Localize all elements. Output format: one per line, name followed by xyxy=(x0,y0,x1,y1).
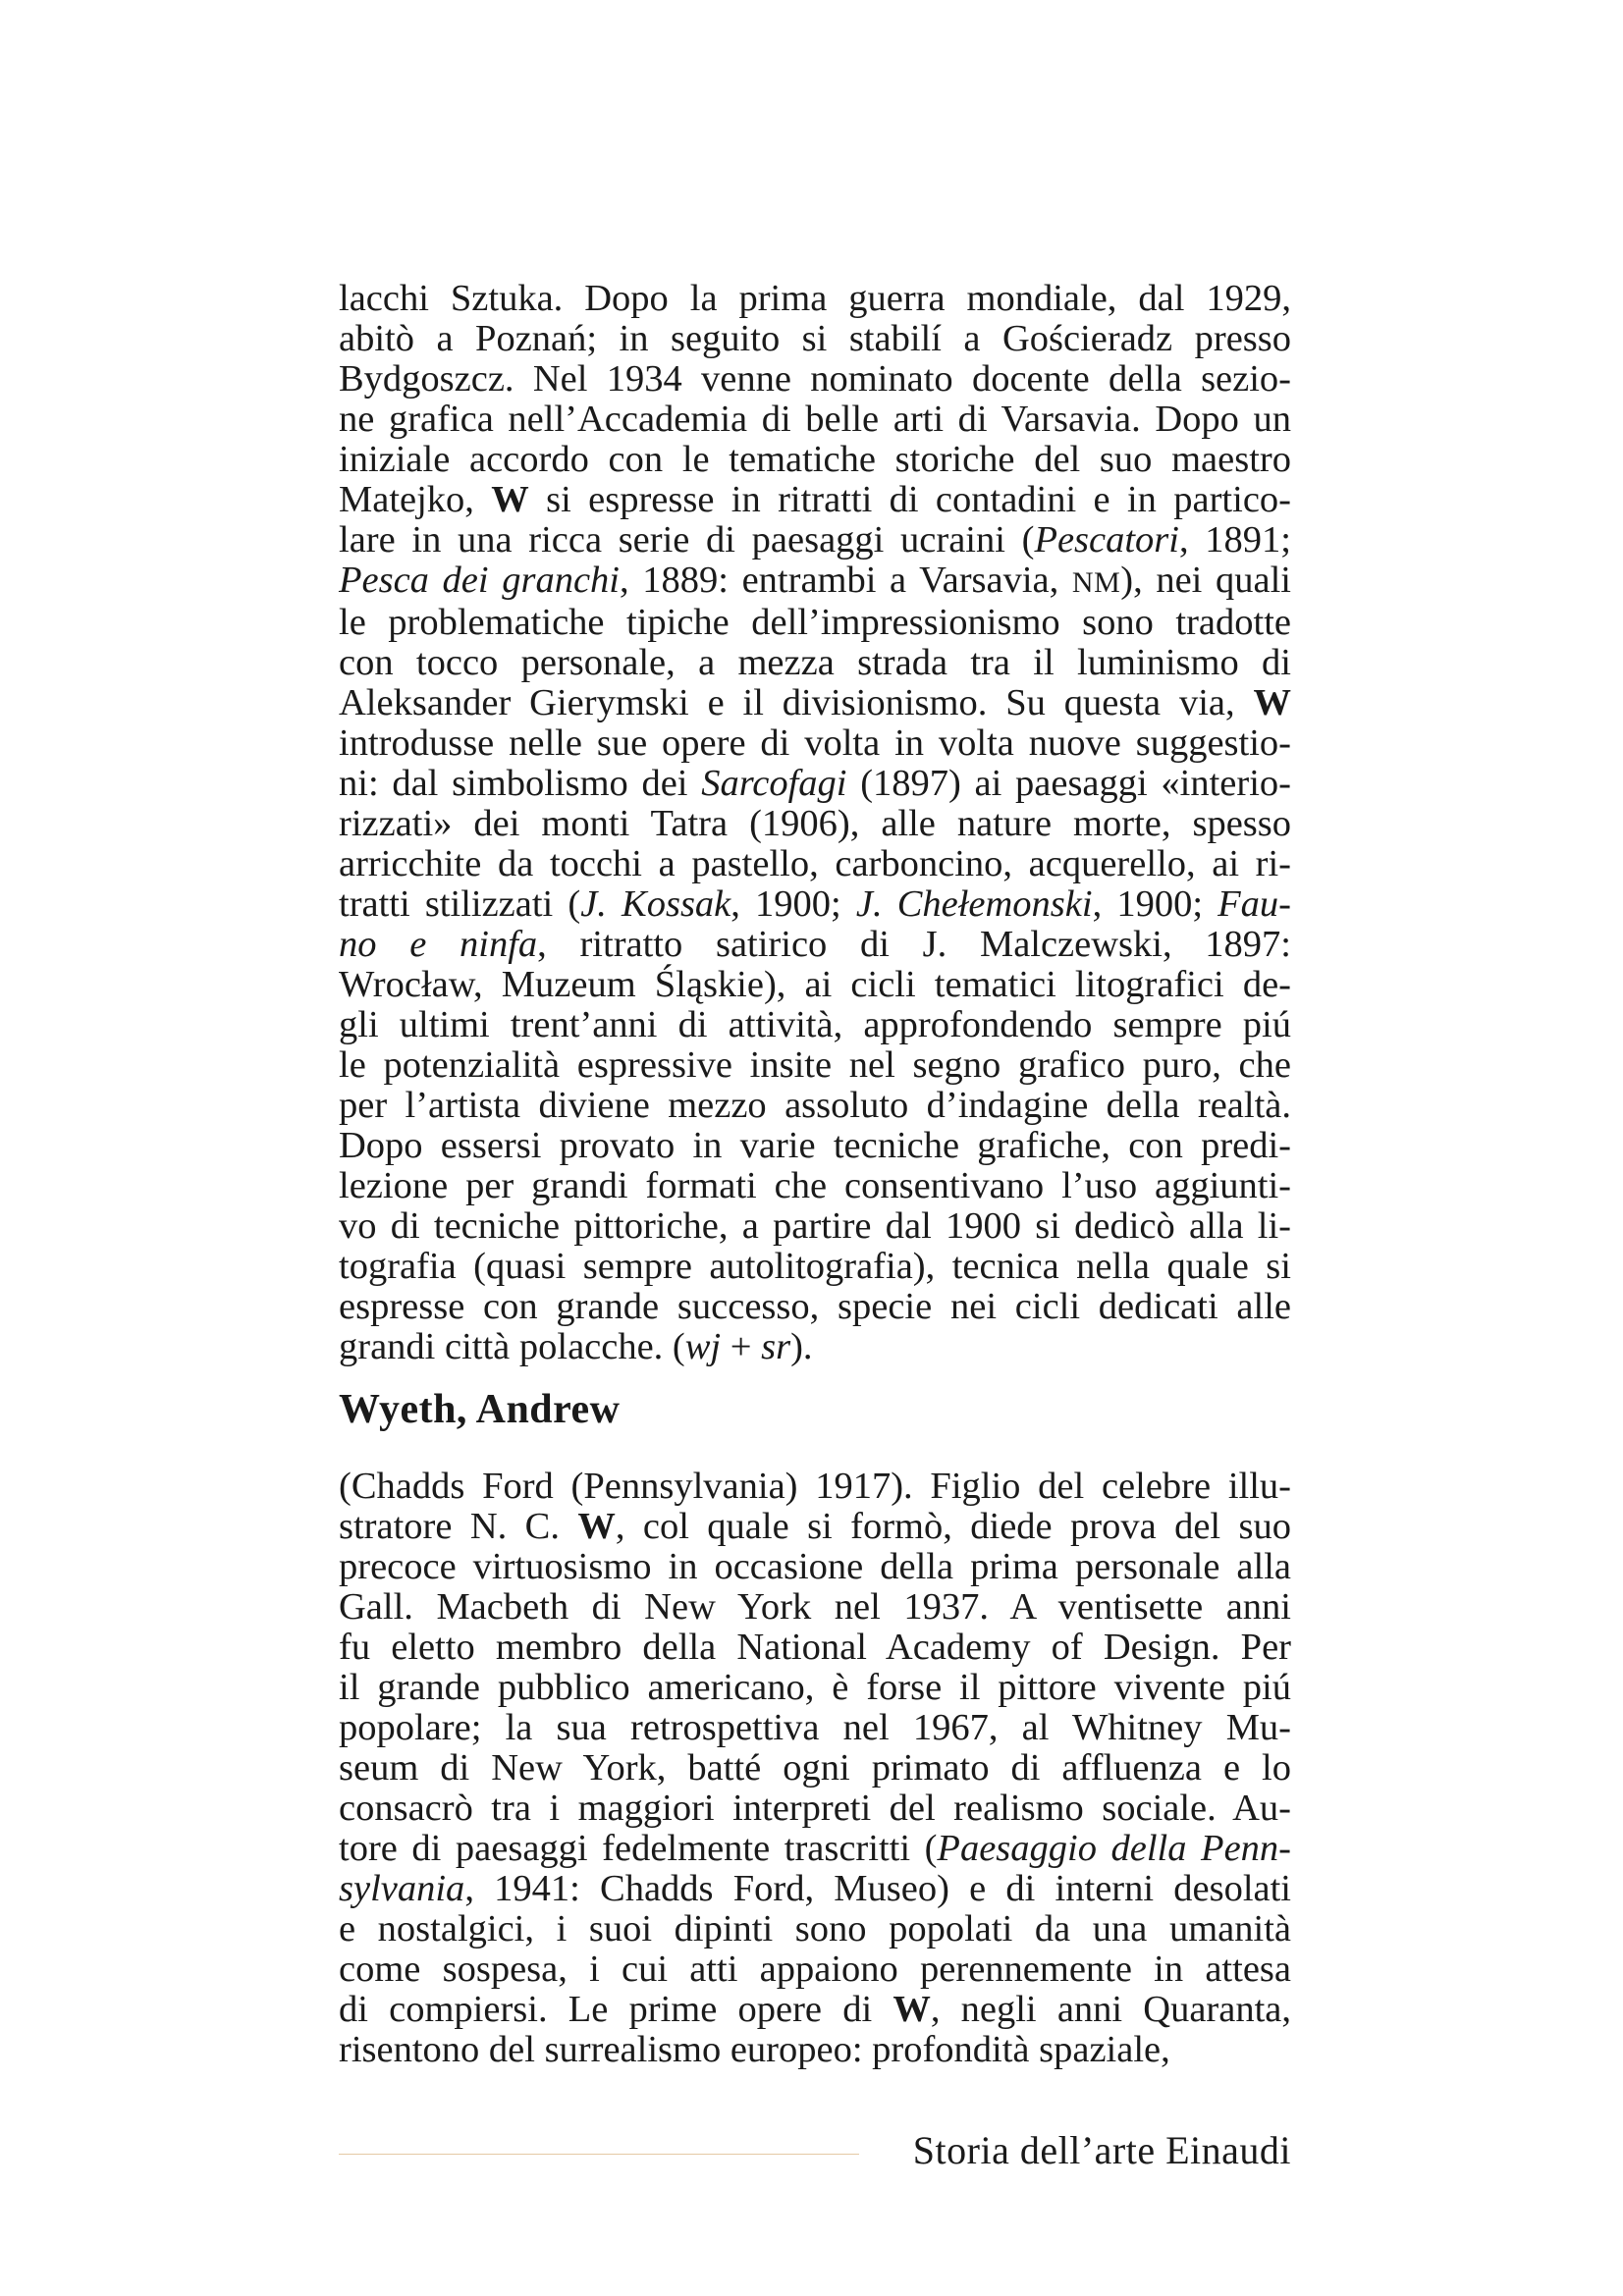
text-line: introdusse nelle sue opere di volta in volta nuove suggestio- xyxy=(339,722,1291,764)
text-line: e nostalgici, i suoi dipinti sono popolati da una umanità xyxy=(339,1908,1291,1949)
text-line: lacchi Sztuka. Dopo la prima guerra mondiale, dal 1929, xyxy=(339,278,1291,319)
text-line: arricchite da tocchi a pastello, carboncino, acquerello, ai ri- xyxy=(339,843,1291,884)
text-line: il grande pubblico americano, è forse il pittore vivente piú xyxy=(339,1667,1291,1708)
text-line: iniziale accordo con le tematiche storiche del suo maestro xyxy=(339,439,1291,480)
text-line: con tocco personale, a mezza strada tra il luminismo di xyxy=(339,642,1291,683)
text-line: risentono del surrealismo europeo: profondità spaziale, xyxy=(339,2029,1170,2070)
text-line: le potenzialità espressive insite nel segno grafico puro, che xyxy=(339,1044,1291,1086)
text-line: grandi città polacche. (wj + sr). xyxy=(339,1326,813,1367)
text-line: sylvania, 1941: Chadds Ford, Museo) e di interni desolati xyxy=(339,1868,1291,1909)
text-line: seum di New York, batté ogni primato di affluenza e lo xyxy=(339,1747,1291,1789)
text-line: Dopo essersi provato in varie tecniche grafiche, con predi- xyxy=(339,1125,1291,1166)
text-line: tore di paesaggi fedelmente trascritti (Paesaggio della Penn- xyxy=(339,1828,1291,1869)
text-line: tratti stilizzati (J. Kossak, 1900; J. Chełemonski, 1900; Fau- xyxy=(339,883,1291,925)
entry-body-continued xyxy=(339,279,1291,1367)
text-line: stratore N. C. W, col quale si formò, diede prova del suo xyxy=(339,1506,1291,1547)
text-line: vo di tecniche pittoriche, a partire dal 1900 si dedicò alla li- xyxy=(339,1205,1291,1247)
text-line: no e ninfa, ritratto satirico di J. Malczewski, 1897: xyxy=(339,924,1291,965)
text-line: gli ultimi trent’anni di attività, approfondendo sempre piú xyxy=(339,1004,1291,1045)
text-line: Aleksander Gierymski e il divisionismo. Su questa via, W xyxy=(339,682,1291,723)
text-line: lare in una ricca serie di paesaggi ucraini (Pescatori, 1891; xyxy=(339,519,1291,561)
text-line: abitò a Poznań; in seguito si stabilí a Gościeradz presso xyxy=(339,318,1291,359)
footer-rule xyxy=(339,2154,859,2155)
text-line: Gall. Macbeth di New York nel 1937. A ventisette anni xyxy=(339,1586,1291,1628)
text-line: fu eletto membro della National Academy of Design. Per xyxy=(339,1627,1291,1668)
text-line: Bydgoszcz. Nel 1934 venne nominato docente della sezio- xyxy=(339,358,1291,400)
text-line: Matejko, W si espresse in ritratti di contadini e in partico- xyxy=(339,479,1291,520)
text-line: precoce virtuosismo in occasione della prima personale alla xyxy=(339,1546,1291,1587)
text-line: Pesca dei granchi, 1889: entrambi a Varsavia, NM), nei quali xyxy=(339,560,1291,601)
text-line: Wrocław, Muzeum Śląskie), ai cicli tematici litografici de- xyxy=(339,964,1291,1005)
text-line: consacrò tra i maggiori interpreti del realismo sociale. Au- xyxy=(339,1788,1291,1829)
text-line: di compiersi. Le prime opere di W, negli anni Quaranta, xyxy=(339,1989,1291,2030)
footer-book-title: Storia dell’arte Einaudi xyxy=(912,2128,1291,2172)
text-line: rizzati» dei monti Tatra (1906), alle nature morte, spesso xyxy=(339,803,1291,844)
text-line: per l’artista diviene mezzo assoluto d’indagine della realtà. xyxy=(339,1085,1291,1126)
text-line: ni: dal simbolismo dei Sarcofagi (1897) ai paesaggi «interio- xyxy=(339,763,1291,804)
text-line: ne grafica nell’Accademia di belle arti di Varsavia. Dopo un xyxy=(339,399,1291,440)
text-line: tografia (quasi sempre autolitografia), tecnica nella quale si xyxy=(339,1246,1291,1287)
text-line: lezione per grandi formati che consentivano l’uso aggiunti- xyxy=(339,1165,1291,1206)
entry-heading: Wyeth, Andrew xyxy=(339,1387,621,1432)
text-line: espresse con grande successo, specie nei cicli dedicati alle xyxy=(339,1286,1291,1327)
text-line: come sospesa, i cui atti appaiono perennemente in attesa xyxy=(339,1949,1291,1990)
text-line: le problematiche tipiche dell’impressionismo sono tradotte xyxy=(339,602,1291,643)
entry-body xyxy=(339,1467,1291,2070)
text-line: popolare; la sua retrospettiva nel 1967, al Whitney Mu- xyxy=(339,1707,1291,1748)
text-line: (Chadds Ford (Pennsylvania) 1917). Figlio del celebre illu- xyxy=(339,1466,1291,1507)
